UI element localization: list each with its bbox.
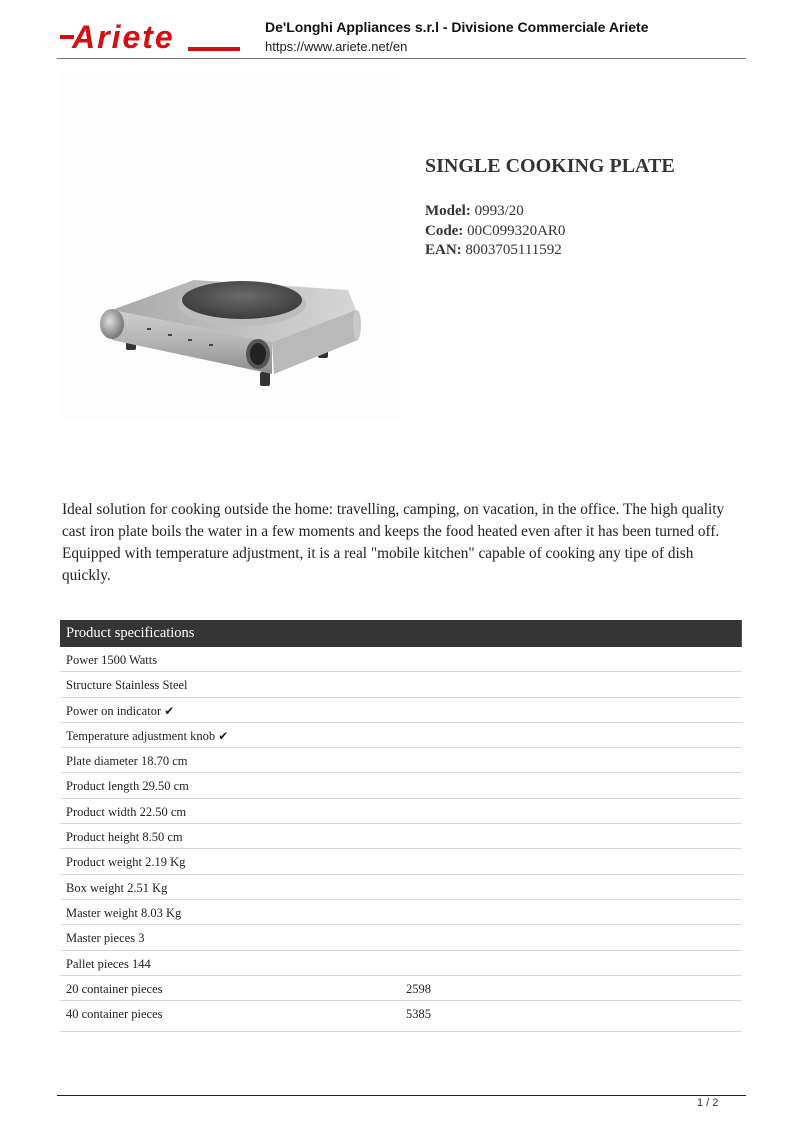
code-label: Code: [425,222,464,239]
ean-line [425,241,565,261]
table-row [60,647,742,672]
table-row [60,698,742,723]
footer-divider [57,1095,746,1096]
product-image [62,72,400,420]
code-value: 00C099320AR0 [467,222,566,239]
company-url[interactable]: https://www.ariete.net/en [265,39,408,54]
table-row [60,925,742,950]
spec-label: Product width 22.50 cm [66,804,187,819]
spec-label: Pallet pieces 144 [66,956,151,971]
table-row [60,976,742,1001]
specifications-table [60,620,742,1032]
table-row [60,748,742,773]
table-row [60,900,742,925]
spec-label-with-check [66,723,228,749]
spec-label: 20 container pieces [66,981,163,996]
ariete-logo [60,20,240,54]
spec-label: Master weight 8.03 Kg [66,905,182,920]
model-value: 0993/20 [474,203,524,219]
header-divider [57,58,746,59]
spec-label-with-check [66,698,174,724]
table-row [60,1001,742,1032]
svg-text:Ariete: Ariete [72,20,175,54]
table-row [60,773,742,798]
spec-label-text: Temperature adjustment knob [66,728,216,743]
ean-label: EAN: [425,242,462,258]
table-row [60,824,742,849]
specifications-header: Product specifications [60,620,742,647]
spec-label: Product height 8.50 cm [66,830,183,845]
checkmark-icon: ✔ [218,728,229,743]
table-row [60,723,742,748]
spec-label: Product length 29.50 cm [66,779,189,794]
table-row [60,849,742,874]
spec-label: Plate diameter 18.70 cm [66,754,188,769]
spec-label: Power 1500 Watts [66,653,158,667]
table-row [60,951,742,976]
spec-value: 2598 [406,981,431,996]
product-description: Ideal solution for cooking outside the home: travelling, camping, on vacation, in the office. The high quality cast iron plate boils the water in a few moments and keeps the food heated even after it has been turned off. Equipped with temperature adjustment, it is a real "mobile kitchen" capable of cooking any tipe of dish quickly. [62,501,725,584]
spec-label-text: Power on indicator [66,703,162,718]
code-line [425,222,565,242]
product-title: SINGLE COOKING PLATE [425,155,675,177]
spec-label: Structure Stainless Steel [66,678,188,693]
product-meta [425,202,565,261]
table-row [60,672,742,697]
spec-label: Product weight 2.19 Kg [66,855,186,870]
spec-label: 40 container pieces [66,1007,163,1022]
page-number: 1 / 2 [697,1097,719,1109]
model-line [425,202,565,222]
spec-value: 5385 [406,1007,431,1022]
ean-value: 8003705111592 [465,242,562,258]
company-name: De'Longhi Appliances s.r.l - Divisione Commerciale Ariete [265,19,649,35]
table-row [60,799,742,824]
spec-label: Master pieces 3 [66,931,145,946]
spec-label: Box weight 2.51 Kg [66,880,168,895]
model-label: Model: [425,203,471,219]
checkmark-icon: ✔ [164,703,175,718]
table-row [60,875,742,900]
